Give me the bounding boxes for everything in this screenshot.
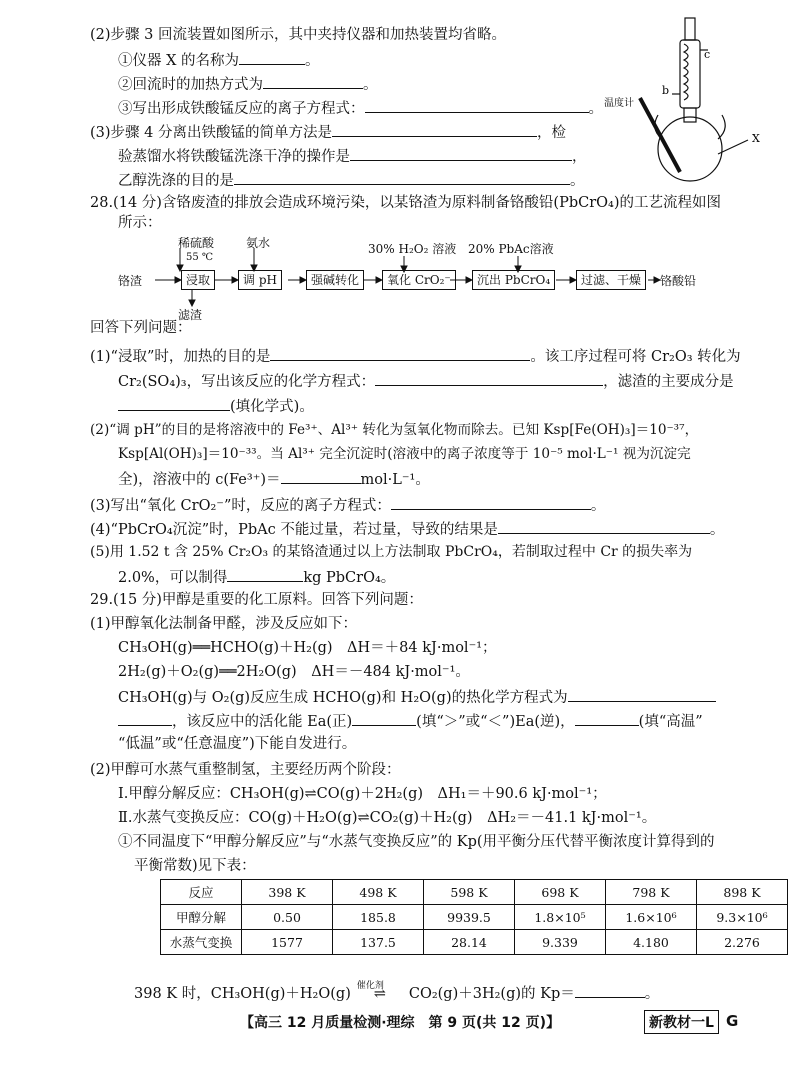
table-cell: 137.5 bbox=[333, 930, 424, 955]
q28-p1-text-b: 。该工序过程可将 Cr₂O₃ 转化为 bbox=[530, 349, 741, 365]
flow-box-oxidize: 氧化 CrO₂⁻ bbox=[382, 270, 456, 290]
answer-blank[interactable] bbox=[227, 566, 303, 582]
table-header-cell: 898 K bbox=[697, 880, 788, 905]
q29-s1-text-a: ，该反应中的活化能 Ea(正) bbox=[172, 714, 353, 730]
flow-filter-residue: 滤渣 bbox=[178, 308, 203, 322]
answer-blank[interactable] bbox=[575, 982, 645, 998]
table-cell: 1.8×10⁵ bbox=[515, 905, 606, 930]
q29-reaction-2: 2H₂(g)＋O₂(g)══2H₂O(g) ΔH＝－484 kJ·mol⁻¹。 bbox=[118, 664, 470, 680]
q28-p1-text-c: Cr₂(SO₄)₃，写出该反应的化学方程式： bbox=[118, 374, 376, 390]
q28-p2-text-d: mol·L⁻¹。 bbox=[360, 472, 430, 488]
table-header-cell: 反应 bbox=[161, 880, 242, 905]
answer-blank[interactable] bbox=[352, 710, 416, 726]
q29-s1-text-b: (填“＞”或“＜”)Ea(逆)， bbox=[416, 714, 575, 730]
table-cell: 9.339 bbox=[515, 930, 606, 955]
q28-p3-text: (3)写出“氧化 CrO₂⁻”时，反应的离子方程式： bbox=[90, 498, 391, 514]
period: 。 bbox=[709, 522, 725, 538]
period: 。 bbox=[305, 53, 320, 69]
q29-s1-question-text: CH₃OH(g)与 O₂(g)反应生成 HCHO(g)和 H₂O(g)的热化学方程式为 bbox=[118, 690, 568, 706]
answer-blank[interactable] bbox=[391, 494, 591, 510]
table-header-cell: 798 K bbox=[606, 880, 697, 905]
period: 。 bbox=[588, 101, 603, 117]
answer-blank[interactable] bbox=[118, 710, 172, 726]
q27-item3-text: ③写出形成铁酸锰反应的离子方程式： bbox=[118, 101, 365, 117]
table-cell: 28.14 bbox=[424, 930, 515, 955]
table-row bbox=[161, 905, 788, 930]
q29-heading: 29.(15 分)甲醇是重要的化工原料。回答下列问题： bbox=[90, 592, 423, 608]
table-cell: 185.8 bbox=[333, 905, 424, 930]
q29-final-question bbox=[134, 982, 659, 1004]
table-cell: 甲醇分解 bbox=[161, 905, 242, 930]
q28-p2: (2)“调 pH”的目的是将溶液中的 Fe³⁺、Al³⁺ 转化为氢氧化物而除去。已知 Ksp[Fe(OH)₃]＝10⁻³⁷， bbox=[90, 422, 699, 438]
label-thermometer: 温度计 bbox=[604, 98, 634, 109]
q27-step4-tail: ，检 bbox=[536, 125, 566, 141]
q28-p1-text-e: (填化学式)。 bbox=[230, 399, 314, 415]
flow-box-precipitate: 沉出 PbCrO₄ bbox=[472, 270, 555, 290]
comma: ， bbox=[572, 149, 587, 165]
q28-p1-text-d: ，滤渣的主要成分是 bbox=[603, 374, 734, 390]
table-header-cell: 598 K bbox=[424, 880, 515, 905]
table-cell: 水蒸气变换 bbox=[161, 930, 242, 955]
q29-kp-intro: ①不同温度下“甲醇分解反应”与“水蒸气变换反应”的 Kp(用平衡分压代替平衡浓度计算得到的 bbox=[118, 834, 715, 850]
table-cell: 1577 bbox=[242, 930, 333, 955]
answer-blank[interactable] bbox=[498, 518, 710, 534]
q29-stage-1: Ⅰ.甲醇分解反应：CH₃OH(g)⇌CO(g)＋2H₂(g) ΔH₁＝＋90.6 kJ·mol⁻¹； bbox=[118, 786, 607, 802]
q27-item1-text: ①仪器 X 的名称为 bbox=[118, 53, 240, 69]
kp-table bbox=[160, 879, 788, 955]
q28-heading-2: 所示： bbox=[118, 215, 162, 231]
table-row bbox=[161, 930, 788, 955]
q27-step4-text: (3)步骤 4 分离出铁酸锰的简单方法是 bbox=[90, 125, 332, 141]
table-cell: 1.6×10⁶ bbox=[606, 905, 697, 930]
q28-answer-prompt: 回答下列问题： bbox=[90, 320, 192, 336]
table-header-cell: 498 K bbox=[333, 880, 424, 905]
q27-item2-text: ②回流时的加热方式为 bbox=[118, 77, 263, 93]
q28-p1-text: (1)“浸取”时，加热的目的是 bbox=[90, 349, 271, 365]
table-header-cell: 698 K bbox=[515, 880, 606, 905]
period: 。 bbox=[570, 173, 585, 189]
flow-box-adjust-ph: 调 pH bbox=[238, 270, 282, 290]
q29-s1-question bbox=[118, 686, 716, 708]
catalyst-label: 催化剂 bbox=[356, 981, 384, 991]
q28-p1 bbox=[90, 345, 741, 367]
q27-ethanol-text: 乙醇洗涤的目的是 bbox=[118, 173, 234, 189]
q28-p3 bbox=[90, 494, 605, 516]
q28-p2-text-c: 全)，溶液中的 c(Fe³⁺)＝ bbox=[118, 472, 281, 488]
q29-s2: (2)甲醇可水蒸气重整制氢，主要经历两个阶段： bbox=[90, 762, 401, 778]
answer-blank[interactable] bbox=[568, 686, 716, 702]
q29-s1-text-c: (填“高温” bbox=[638, 714, 703, 730]
flow-product: 铬酸铅 bbox=[660, 274, 697, 288]
q29-s1-line3: “低温”或“任意温度”)下能自发进行。 bbox=[118, 736, 357, 752]
flow-temperature: 55 ℃ bbox=[186, 252, 214, 263]
period: 。 bbox=[590, 498, 606, 514]
q29-stage-2: Ⅱ.水蒸气变换反应：CO(g)＋H₂O(g)⇌CO₂(g)＋H₂(g) ΔH₂＝－41.1 kJ·mol⁻¹。 bbox=[118, 810, 657, 826]
page-footer: 【高三 12 月质量检测·理综 第 9 页(共 12 页)】 bbox=[240, 1015, 561, 1031]
flow-box-leach: 浸取 bbox=[181, 270, 215, 290]
q28-p5: (5)用 1.52 t 含 25% Cr₂O₃ 的某铬渣通过以上方法制取 PbCrO₄，若制取过程中 Cr 的损失率为 bbox=[90, 544, 693, 560]
q28-p4-text: (4)“PbCrO₄沉淀”时，PbAc 不能过量，若过量，导致的结果是 bbox=[90, 522, 498, 538]
table-header-row bbox=[161, 880, 788, 905]
q28-p2-line2: Ksp[Al(OH)₃]＝10⁻³³。当 Al³⁺ 完全沉淀时(溶液中的离子浓度等于 10⁻⁵ mol·L⁻¹ 视为沉淀完 bbox=[118, 446, 691, 462]
period: 。 bbox=[363, 77, 378, 93]
table-cell: 0.50 bbox=[242, 905, 333, 930]
q28-p1-line3 bbox=[118, 395, 314, 417]
flow-pbac: 20% PbAc溶液 bbox=[468, 242, 554, 256]
table-cell: 9939.5 bbox=[424, 905, 515, 930]
flow-h2o2: 30% H₂O₂ 溶液 bbox=[368, 242, 457, 256]
catalyst-arrow: 催化剂 ⇌ bbox=[351, 984, 409, 1004]
flow-input-chromium-residue: 铬渣 bbox=[118, 274, 143, 288]
flow-box-filter-dry: 过滤、干燥 bbox=[576, 270, 646, 290]
q27-wash-text: 验蒸馏水将铁酸锰洗涤干净的操作是 bbox=[118, 149, 350, 165]
q28-p5-line2 bbox=[118, 566, 395, 588]
q28-p2-line3 bbox=[118, 468, 430, 490]
answer-blank[interactable] bbox=[118, 395, 230, 411]
answer-blank[interactable] bbox=[281, 468, 361, 484]
q29-s1: (1)甲醇氧化法制备甲醛，涉及反应如下： bbox=[90, 616, 358, 632]
q28-p4 bbox=[90, 518, 724, 540]
q29-kp-intro-2: 平衡常数)见下表： bbox=[134, 858, 256, 874]
flow-dilute-sulfuric-acid: 稀硫酸 bbox=[178, 236, 215, 250]
edition-tag: 新教材一L bbox=[644, 1010, 719, 1034]
q28-p5-text-c: kg PbCrO₄。 bbox=[303, 570, 396, 586]
q29-s1-line2 bbox=[118, 710, 703, 732]
answer-blank[interactable] bbox=[375, 370, 603, 386]
table-cell: 4.180 bbox=[606, 930, 697, 955]
table-header-cell: 398 K bbox=[242, 880, 333, 905]
q27-step3-text: (2)步骤 3 回流装置如图所示，其中夹持仪器和加热装置均省略。 bbox=[90, 27, 506, 43]
q28-p1-line2 bbox=[118, 370, 734, 392]
label-b: b bbox=[662, 84, 670, 97]
q28-p5-text-b: 2.0%，可以制得 bbox=[118, 570, 228, 586]
edition-letter: G bbox=[726, 1012, 739, 1030]
q29-final-text-a: 398 K 时，CH₃OH(g)＋H₂O(g) bbox=[134, 986, 351, 1002]
answer-blank[interactable] bbox=[270, 345, 530, 361]
table-cell: 2.276 bbox=[697, 930, 788, 955]
period: 。 bbox=[644, 986, 660, 1002]
answer-blank[interactable] bbox=[575, 710, 639, 726]
label-x: X bbox=[752, 132, 760, 145]
flow-box-alkali: 强碱转化 bbox=[306, 270, 364, 290]
q29-final-text-b: CO₂(g)＋3H₂(g)的 Kp＝ bbox=[408, 986, 575, 1002]
q28-heading: 28.(14 分)含铬废渣的排放会造成环境污染，以某铬渣为原料制备铬酸铅(PbCrO₄)的工艺流程如图 bbox=[90, 195, 722, 211]
table-cell: 9.3×10⁶ bbox=[697, 905, 788, 930]
q29-reaction-1: CH₃OH(g)══HCHO(g)＋H₂(g) ΔH＝＋84 kJ·mol⁻¹； bbox=[118, 640, 497, 656]
flow-ammonia: 氨水 bbox=[246, 236, 271, 250]
label-c: c bbox=[704, 48, 711, 61]
